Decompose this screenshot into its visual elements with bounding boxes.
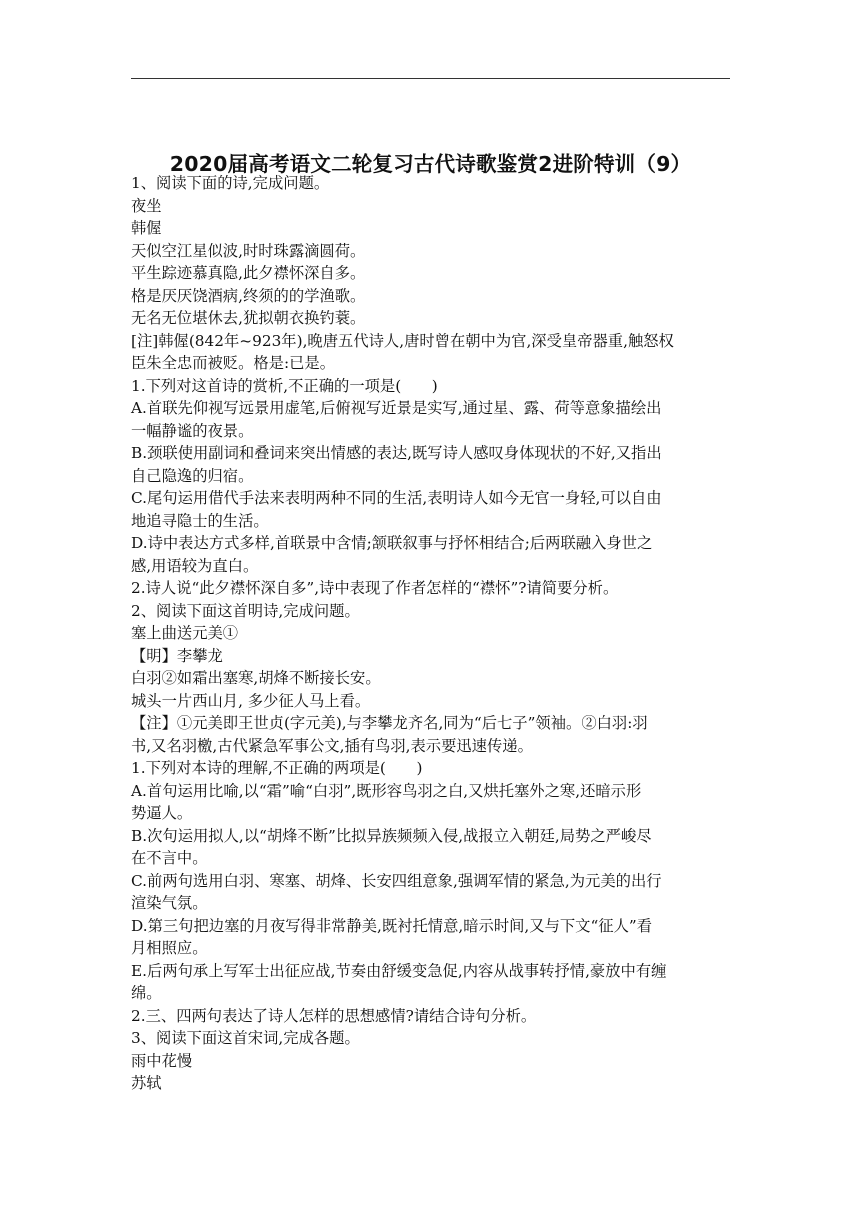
document-body (131, 172, 730, 1095)
text-line: A.首句运用比喻,以“霜”喻“白羽”,既形容鸟羽之白,又烘托塞外之寒,还暗示形 (131, 781, 642, 800)
text-line: 韩偓 (131, 219, 162, 237)
text-line: 白羽②如霜出塞寒,胡烽不断接长安。 (131, 669, 381, 687)
text-line: A.首联先仰视写远景用虚笔,后俯视写近景是实写,通过星、露、荷等意象描绘出 (131, 399, 662, 417)
text-line: 格是厌厌饶酒病,终须的的学渔歌。 (131, 286, 366, 305)
text-line: 月相照应。 (131, 939, 208, 957)
text-line: 1.下列对这首诗的赏析,不正确的一项是( ) (131, 376, 438, 395)
header-rule (131, 78, 730, 79)
text-line: 无名无位堪休去,犹拟朝衣换钓蓑。 (131, 309, 366, 327)
text-line: 平生踪迹慕真隐,此夕襟怀深自多。 (131, 264, 366, 282)
text-line: 渲染气氛。 (131, 894, 208, 912)
text-line: C.前两句选用白羽、寒塞、胡烽、长安四组意象,强调军情的紧急,为元美的出行 (131, 871, 662, 890)
text-line: 2、阅读下面这首明诗,完成问题。 (131, 601, 360, 620)
text-line: 书,又名羽檄,古代紧急军事公文,插有鸟羽,表示要迅速传递。 (131, 736, 533, 755)
text-line: 3、阅读下面这首宋词,完成各题。 (131, 1029, 360, 1047)
text-line: E.后两句承上写军士出征应战,节奏由舒缓变急促,内容从战事转抒情,豪放中有缠 (131, 961, 667, 980)
text-line: B.颈联使用副词和叠词来突出情感的表达,既写诗人感叹身体现状的不好,又指出 (131, 444, 662, 462)
text-line: 【注】①元美即王世贞(字元美),与李攀龙齐名,同为“后七子”领袖。②白羽:羽 (131, 714, 648, 732)
text-line: 雨中花慢 (131, 1051, 193, 1070)
text-line: 1、阅读下面的诗,完成问题。 (131, 174, 330, 192)
text-line: B.次句运用拟人,以“胡烽不断”比拟异族频频入侵,战报立入朝廷,局势之严峻尽 (131, 826, 652, 845)
text-line: 一幅静谧的夜景。 (131, 421, 254, 440)
text-line: 【明】李攀龙 (131, 646, 223, 665)
text-line: 自己隐逸的归宿。 (131, 466, 254, 485)
text-line: 在不言中。 (131, 849, 208, 867)
text-line: 1.下列对本诗的理解,不正确的两项是( ) (131, 759, 423, 777)
text-line: 2.诗人说“此夕襟怀深自多”,诗中表现了作者怎样的“襟怀”?请简要分析。 (131, 579, 619, 597)
text-line: 势逼人。 (131, 804, 193, 822)
text-line: 感,用语较为直白。 (131, 556, 259, 575)
text-line: [注]韩偓(842年~923年),晚唐五代诗人,唐时曾在朝中为官,深受皇帝器重,触怒权 (131, 331, 674, 350)
text-line: 2.三、四两句表达了诗人怎样的思想感情?请结合诗句分析。 (131, 1006, 537, 1025)
text-line: 臣朱全忠而被贬。格是:已是。 (131, 354, 336, 372)
text-line: 城头一片西山月, 多少征人马上看。 (131, 691, 371, 710)
text-line: 苏轼 (131, 1074, 162, 1092)
document-title: 2020届高考语文二轮复习古代诗歌鉴赏2进阶特训（9） (169, 151, 692, 176)
text-line: 天似空江星似波,时时珠露滴圆荷。 (131, 241, 366, 260)
text-line: C.尾句运用借代手法来表明两种不同的生活,表明诗人如今无官一身轻,可以自由 (131, 489, 662, 507)
text-line: 夜坐 (131, 196, 162, 215)
text-line: D.第三句把边塞的月夜写得非常静美,既衬托情意,暗示时间,又与下文“征人”看 (131, 916, 653, 935)
text-line: 地追寻隐士的生活。 (131, 511, 269, 530)
text-line: 塞上曲送元美① (131, 624, 239, 642)
text-line: D.诗中表达方式多样,首联景中含情;颔联叙事与抒怀相结合;后两联融入身世之 (131, 534, 653, 552)
text-line: 绵。 (131, 984, 162, 1002)
